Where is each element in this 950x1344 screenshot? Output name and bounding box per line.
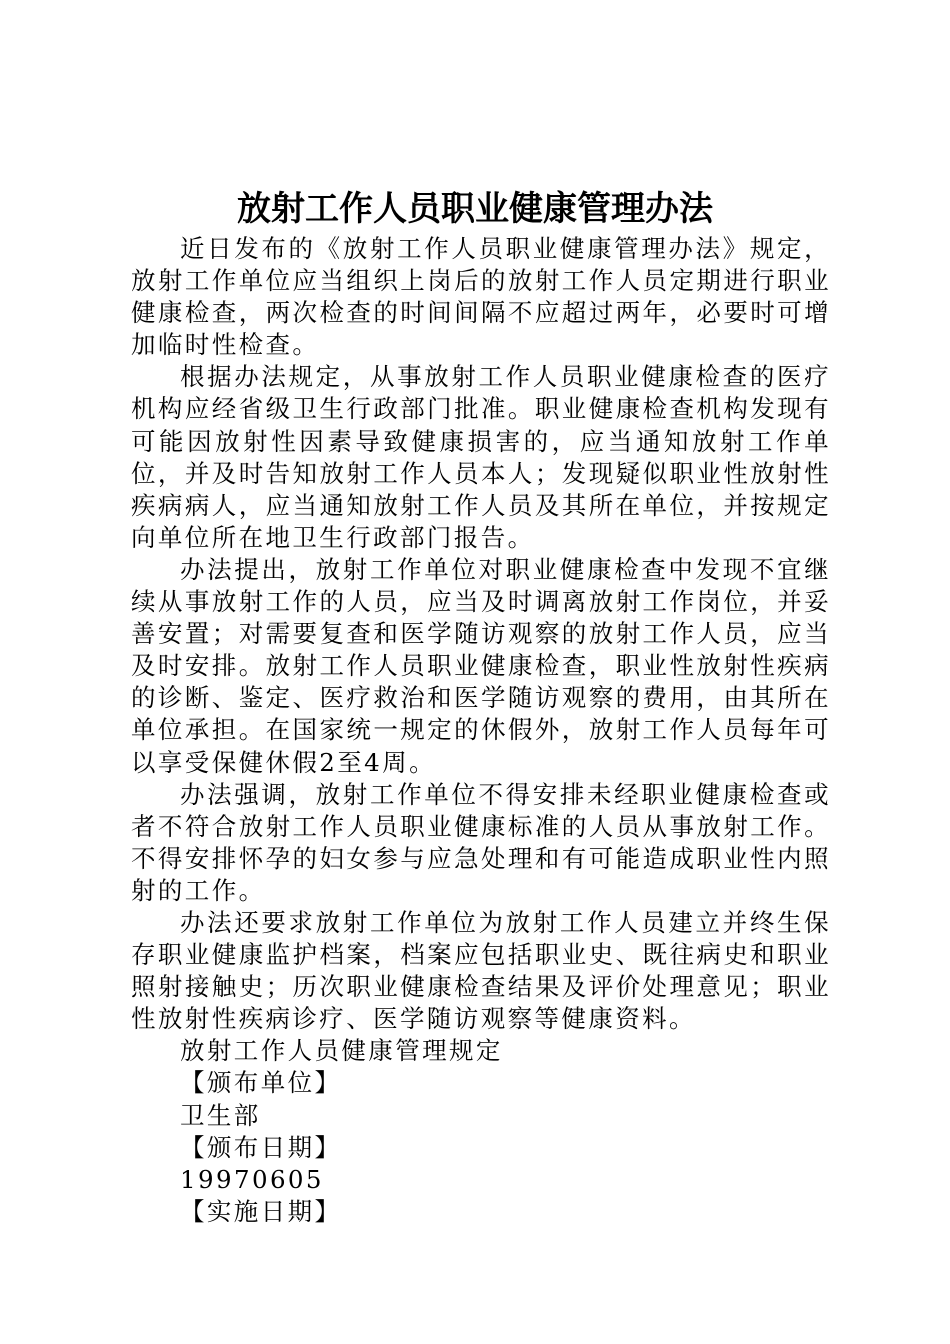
issue-date-label: 【颁布日期】 — [180, 1132, 342, 1162]
paragraph-1: 近日发布的《放射工作人员职业健康管理办法》规定，放射工作单位应当组织上岗后的放射工作人员定期进行职业健康检查，两次检查的时间间隔不应超过两年，必要时可增加临时性检查。 — [131, 234, 831, 360]
issue-date-value: 19970605 — [180, 1164, 324, 1194]
regulation-title: 放射工作人员健康管理规定 — [180, 1036, 503, 1066]
paragraph-3: 办法提出，放射工作单位对职业健康检查中发现不宜继续从事放射工作的人员，应当及时调离放射工作岗位，并妥善安置；对需要复查和医学随访观察的放射工作人员，应当及时安排。放射工作人员职业健康检查，职业性放射性疾病的诊断、鉴定、医疗救治和医学随访观察的费用，由其所在单位承担。在国家统一规定的休假外，放射工作人员每年可以享受保健休假2至4周。 — [131, 554, 831, 777]
document-title: 放射工作人员职业健康管理办法 — [237, 189, 713, 229]
issuer-label: 【颁布单位】 — [180, 1068, 342, 1098]
issuer-value: 卫生部 — [180, 1100, 261, 1130]
paragraph-4: 办法强调，放射工作单位不得安排未经职业健康检查或者不符合放射工作人员职业健康标准的人员从事放射工作。不得安排怀孕的妇女参与应急处理和有可能造成职业性内照射的工作。 — [131, 779, 831, 905]
paragraph-2: 根据办法规定，从事放射工作人员职业健康检查的医疗机构应经省级卫生行政部门批准。职业健康检查机构发现有可能因放射性因素导致健康损害的，应当通知放射工作单位，并及时告知放射工作人员本人；发现疑似职业性放射性疾病病人，应当通知放射工作人员及其所在单位，并按规定向单位所在地卫生行政部门报告。 — [131, 362, 831, 552]
paragraph-5: 办法还要求放射工作单位为放射工作人员建立并终生保存职业健康监护档案，档案应包括职业史、既往病史和职业照射接触史；历次职业健康检查结果及评价处理意见；职业性放射性疾病诊疗、医学随访观察等健康资料。 — [131, 907, 831, 1034]
effective-date-label: 【实施日期】 — [180, 1196, 342, 1226]
document-body — [131, 233, 831, 1228]
